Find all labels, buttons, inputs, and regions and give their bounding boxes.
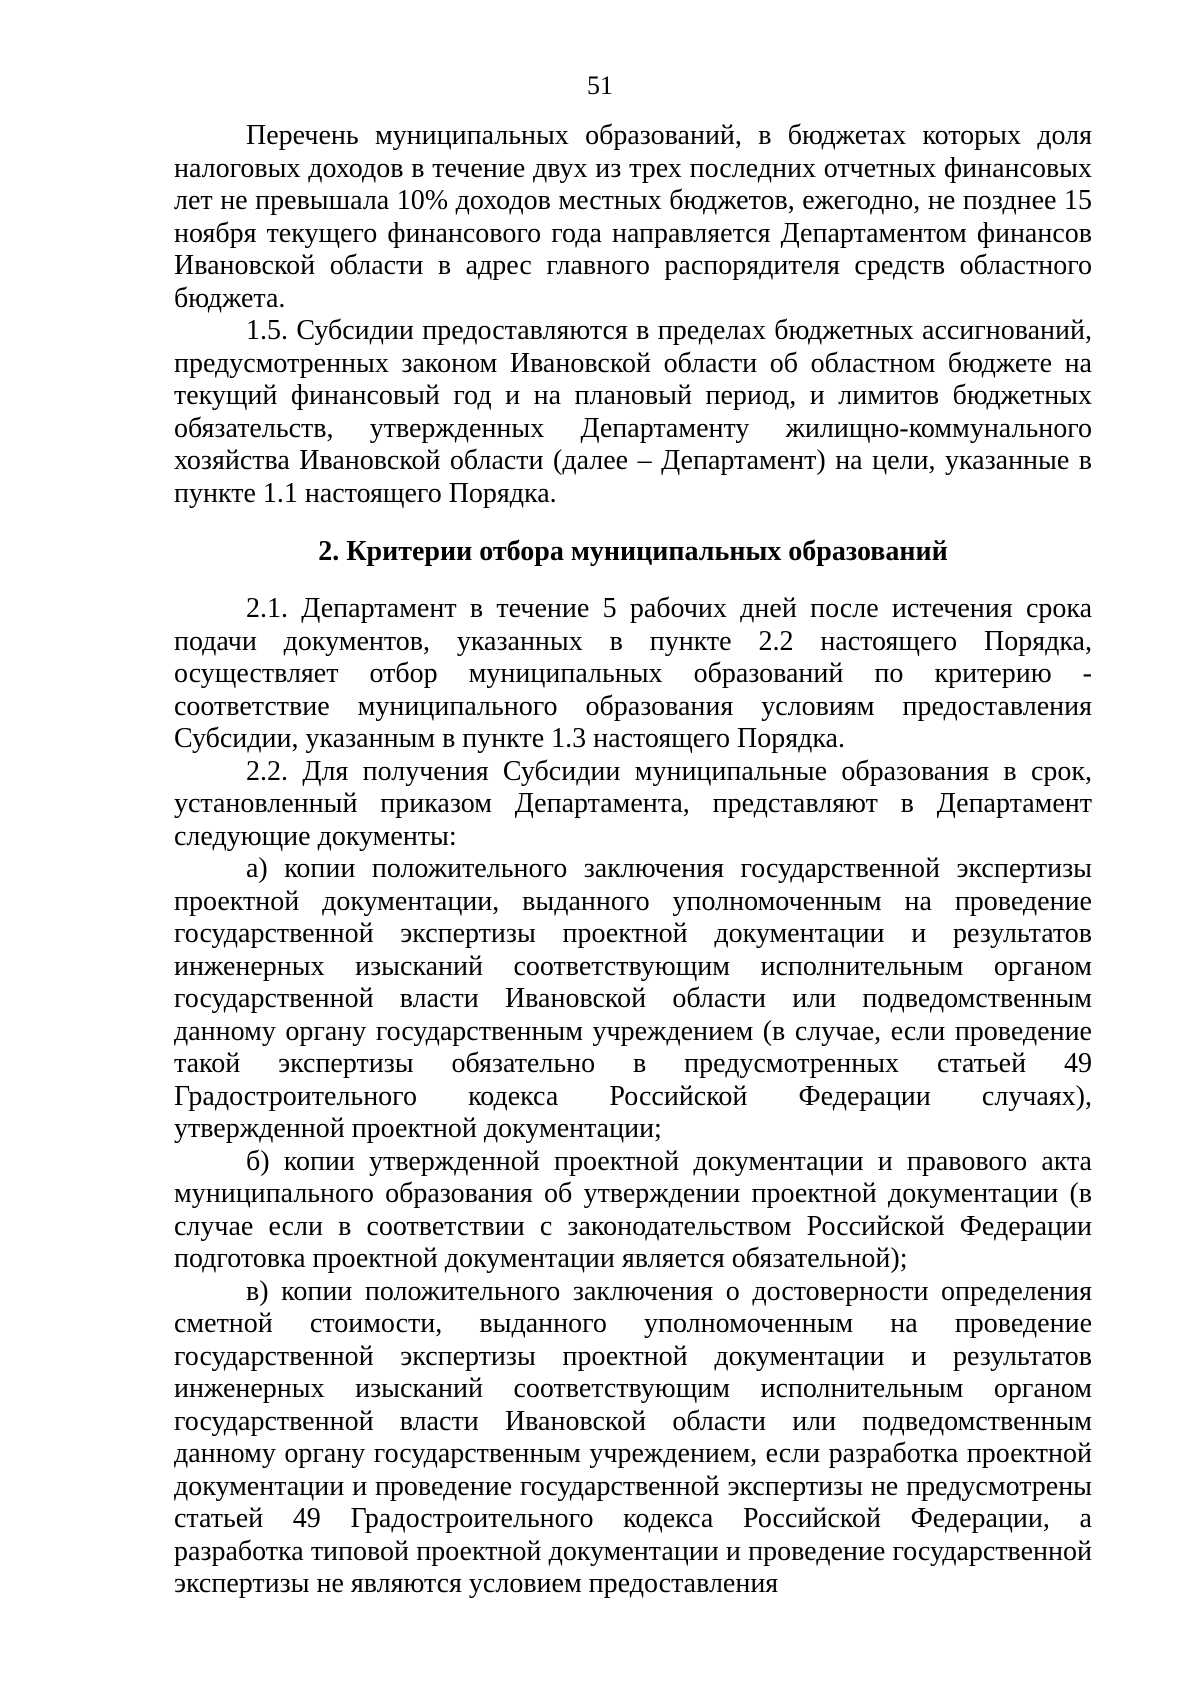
paragraph-2-1: 2.1. Департамент в течение 5 рабочих дней после истечения срока подачи документов, указанных в пункте 2.2 настоящего Порядка, осуществляет отбор муниципальных образований по критерию - соответствие муниципального образования условиям предоставления Субсидии, указанным в пункте 1.3 настоящего Порядка. xyxy=(174,593,1092,754)
paragraph-item-a: а) копии положительного заключения государственной экспертизы проектной документации, выданного уполномоченным на проведение государственной экспертизы проектной документации и результатов инженерных изысканий соответствующим исполнительным органом государственной власти Ивановской области или подведомственным данному органу государственным учреждением (в случае, если проведение такой экспертизы обязательно в предусмотренных статьей 49 Градостроительного кодекса Российской Федерации случаях), утвержденной проектной документации; xyxy=(174,853,1092,1144)
paragraph-item-v: в) копии положительного заключения о достоверности определения сметной стоимости, выданного уполномоченным на проведение государственной экспертизы проектной документации и результатов инженерных изысканий соответствующим исполнительным органом государственной власти Ивановской области или подведомственным данному органу государственным учреждением, если разработка проектной документации и проведение государственной экспертизы не предусмотрены статьей 49 Градостроительного кодекса Российской Федерации, а разработка типовой проектной документации и проведение государственной экспертизы не являются условием предоставления xyxy=(174,1275,1092,1599)
paragraph-1-5: 1.5. Субсидии предоставляются в пределах бюджетных ассигнований, предусмотренных законом Ивановской области об областном бюджете на текущий финансовый год и на плановый период, и лимитов бюджетных обязательств, утвержденных Департаменту жилищно-коммунального хозяйства Ивановской области (далее – Департамент) на цели, указанные в пункте 1.1 настоящего Порядка. xyxy=(174,315,1092,509)
paragraph-2-2: 2.2. Для получения Субсидии муниципальные образования в срок, установленный приказом Департамента, представляют в Департамент следующие документы: xyxy=(174,755,1092,852)
section-heading: 2. Критерии отбора муниципальных образований xyxy=(318,536,948,567)
page-number: 51 xyxy=(587,71,613,100)
paragraph-item-b: б) копии утвержденной проектной документации и правового акта муниципального образования об утверждении проектной документации (в случае если в соответствии с законодательством Российской Федерации подготовка проектной документации является обязательной); xyxy=(174,1145,1092,1274)
paragraph-municipal-list: Перечень муниципальных образований, в бюджетах которых доля налоговых доходов в течение двух из трех последних отчетных финансовых лет не превышала 10% доходов местных бюджетов, ежегодно, не позднее 15 ноября текущего финансового года направляется Департаментом финансов Ивановской области в адрес главного распорядителя средств областного бюджета. xyxy=(174,120,1092,314)
document-body xyxy=(174,120,1092,1601)
